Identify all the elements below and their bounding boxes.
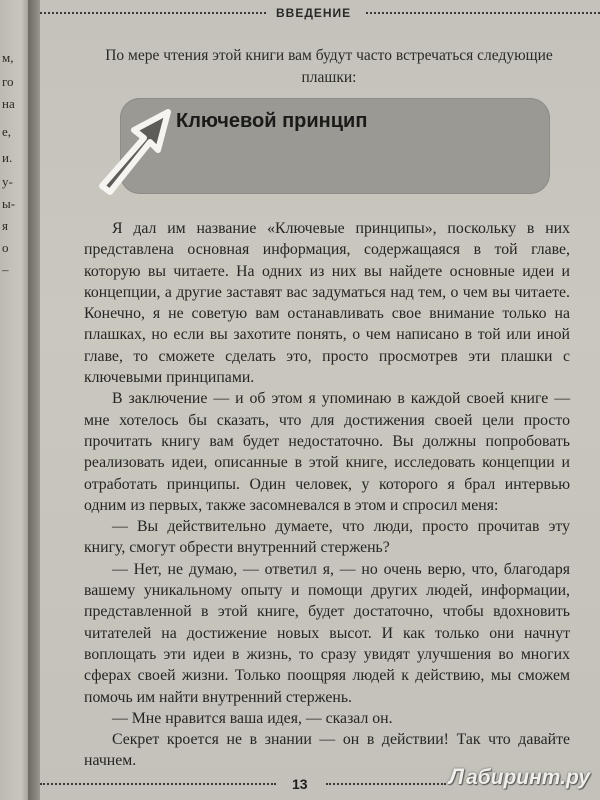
left-page-fragment: я bbox=[2, 218, 8, 233]
labirint-logo-icon: Л bbox=[448, 764, 464, 789]
left-page-fragment: ы- bbox=[2, 196, 16, 211]
left-page-fragment: на bbox=[2, 96, 15, 111]
dialogue-line: — Мне нравится ваша идея, — сказал он. bbox=[112, 709, 393, 727]
left-page-edge bbox=[0, 0, 30, 800]
key-principle-plate bbox=[80, 96, 550, 196]
paragraph: В заключение — и об этом я упоминаю в каждой своей книге — мне хотелось бы сказать, что для достижения своей цели просто прочитать книгу вам будет недостаточно. Вы должны попробовать реализовать идеи, описанные в этой книге, исследовать концепции и отработать принципы. Один человек, у которого я брал интервью одним из первых, также засомневался в этом и спросил меня: bbox=[84, 390, 570, 514]
running-header bbox=[40, 6, 600, 20]
book-page bbox=[40, 0, 600, 800]
header-dotted-rule-right bbox=[366, 12, 600, 14]
header-dotted-rule-left bbox=[40, 12, 266, 14]
left-page-fragment: – bbox=[2, 262, 9, 277]
dialogue-line: — Вы действительно думаете, что люди, просто прочитав эту книгу, смогут обрести внутренний стержень? bbox=[84, 518, 570, 557]
left-page-fragment: и. bbox=[2, 150, 13, 165]
body-text bbox=[84, 218, 570, 772]
dialogue-line: — Нет, не думаю, — ответил я, — но очень верю, что, благодаря вашему уникальному опыту и помощи других людей, информации, представленной в этой книге, будет достаточно, чтобы вдохновить читателей на достижение новых высот. И как только они начнут воплощать эти идеи в жизнь, то сразу увидят улучшения во многих сферах своей жизни. Только поощряя людей к действию, мы сможем помочь им найти внутренний стержень. bbox=[84, 560, 570, 706]
arrow-up-right-icon bbox=[80, 104, 176, 196]
plate-title: Ключевой принцип bbox=[176, 110, 368, 132]
watermark-text: абиринт.ру bbox=[465, 766, 590, 789]
intro-text: По мере чтения этой книги вам будут часто встречаться следующие плашки: bbox=[105, 47, 553, 86]
left-page-fragment: е, bbox=[2, 124, 12, 139]
footer-dotted-rule-right bbox=[326, 783, 446, 785]
labirint-watermark bbox=[449, 764, 590, 790]
left-page-fragment: у- bbox=[2, 174, 13, 189]
left-page-fragment: го bbox=[2, 74, 14, 89]
left-page-fragment: о bbox=[2, 240, 9, 255]
paragraph: Я дал им название «Ключевые принципы», поскольку в них представлена основная информация, содержащаяся в той главе, которую вы читаете. На одних из них вы найдете основные идеи и концепции, а другие заставят вас задуматься над тем, о чем вы читаете. Конечно, я не советую вам останавливать свое внимание только на плашках, но если вы захотите понять, о чем написано в той или иной главе, то сможете сделать это, просто просмотрев эти плашки с ключевыми принципами. bbox=[84, 220, 570, 387]
left-page-fragment: м, bbox=[2, 50, 14, 65]
paragraph: Секрет кроется не в знании — он в действии! Так что давайте начнем. bbox=[84, 731, 570, 770]
footer-dotted-rule-left bbox=[40, 783, 276, 785]
header-title: ВВЕДЕНИЕ bbox=[276, 6, 352, 20]
page-number: 13 bbox=[292, 776, 308, 792]
